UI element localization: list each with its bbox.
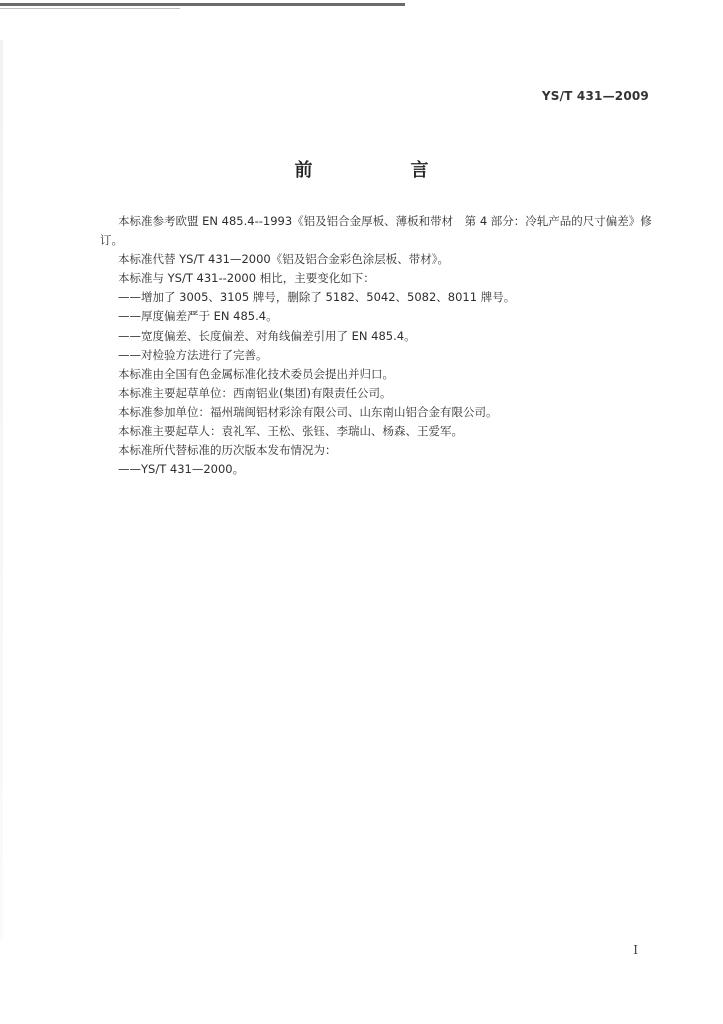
- paragraph-main-drafters: 本标准主要起草人：袁礼军、王松、张钰、李瑞山、杨森、王爱军。: [118, 424, 463, 439]
- change-item: ——对检验方法进行了完善。: [118, 347, 268, 362]
- scan-edge-line: [0, 3, 405, 6]
- page-number: I: [633, 943, 638, 957]
- paragraph-changes-intro: 本标准与 YS/T 431--2000 相比，主要变化如下：: [118, 271, 375, 286]
- paragraph-participating-units: 本标准参加单位：福州瑞闽铝材彩涂有限公司、山东南山铝合金有限公司。: [118, 404, 498, 419]
- paragraph-history-intro: 本标准所代替标准的历次版本发布情况为：: [118, 443, 337, 458]
- paragraph-main-drafter-unit: 本标准主要起草单位：西南铝业(集团)有限责任公司。: [118, 385, 392, 400]
- paragraph-committee: 本标准由全国有色金属标准化技术委员会提出并归口。: [118, 366, 394, 381]
- page-title: 前 言: [294, 160, 469, 181]
- standard-code: YS/T 431—2009: [541, 89, 649, 103]
- history-item: ——YS/T 431—2000。: [118, 462, 245, 477]
- change-item: ——厚度偏差严于 EN 485.4。: [118, 309, 278, 324]
- paragraph-reference: 本标准参考欧盟 EN 485.4--1993《铝及铝合金厚板、薄板和带材 第 4 部分：冷轧产品的尺寸偏差》修订。: [100, 214, 652, 248]
- foreword-body: [100, 212, 660, 479]
- scan-edge-line-faint: [0, 8, 180, 9]
- paragraph-replaces: 本标准代替 YS/T 431—2000《铝及铝合金彩色涂层板、带材》。: [118, 252, 449, 267]
- change-item: ——增加了 3005、3105 牌号，删除了 5182、5042、5082、8011 牌号。: [118, 290, 516, 305]
- change-item: ——宽度偏差、长度偏差、对角线偏差引用了 EN 485.4。: [118, 328, 416, 343]
